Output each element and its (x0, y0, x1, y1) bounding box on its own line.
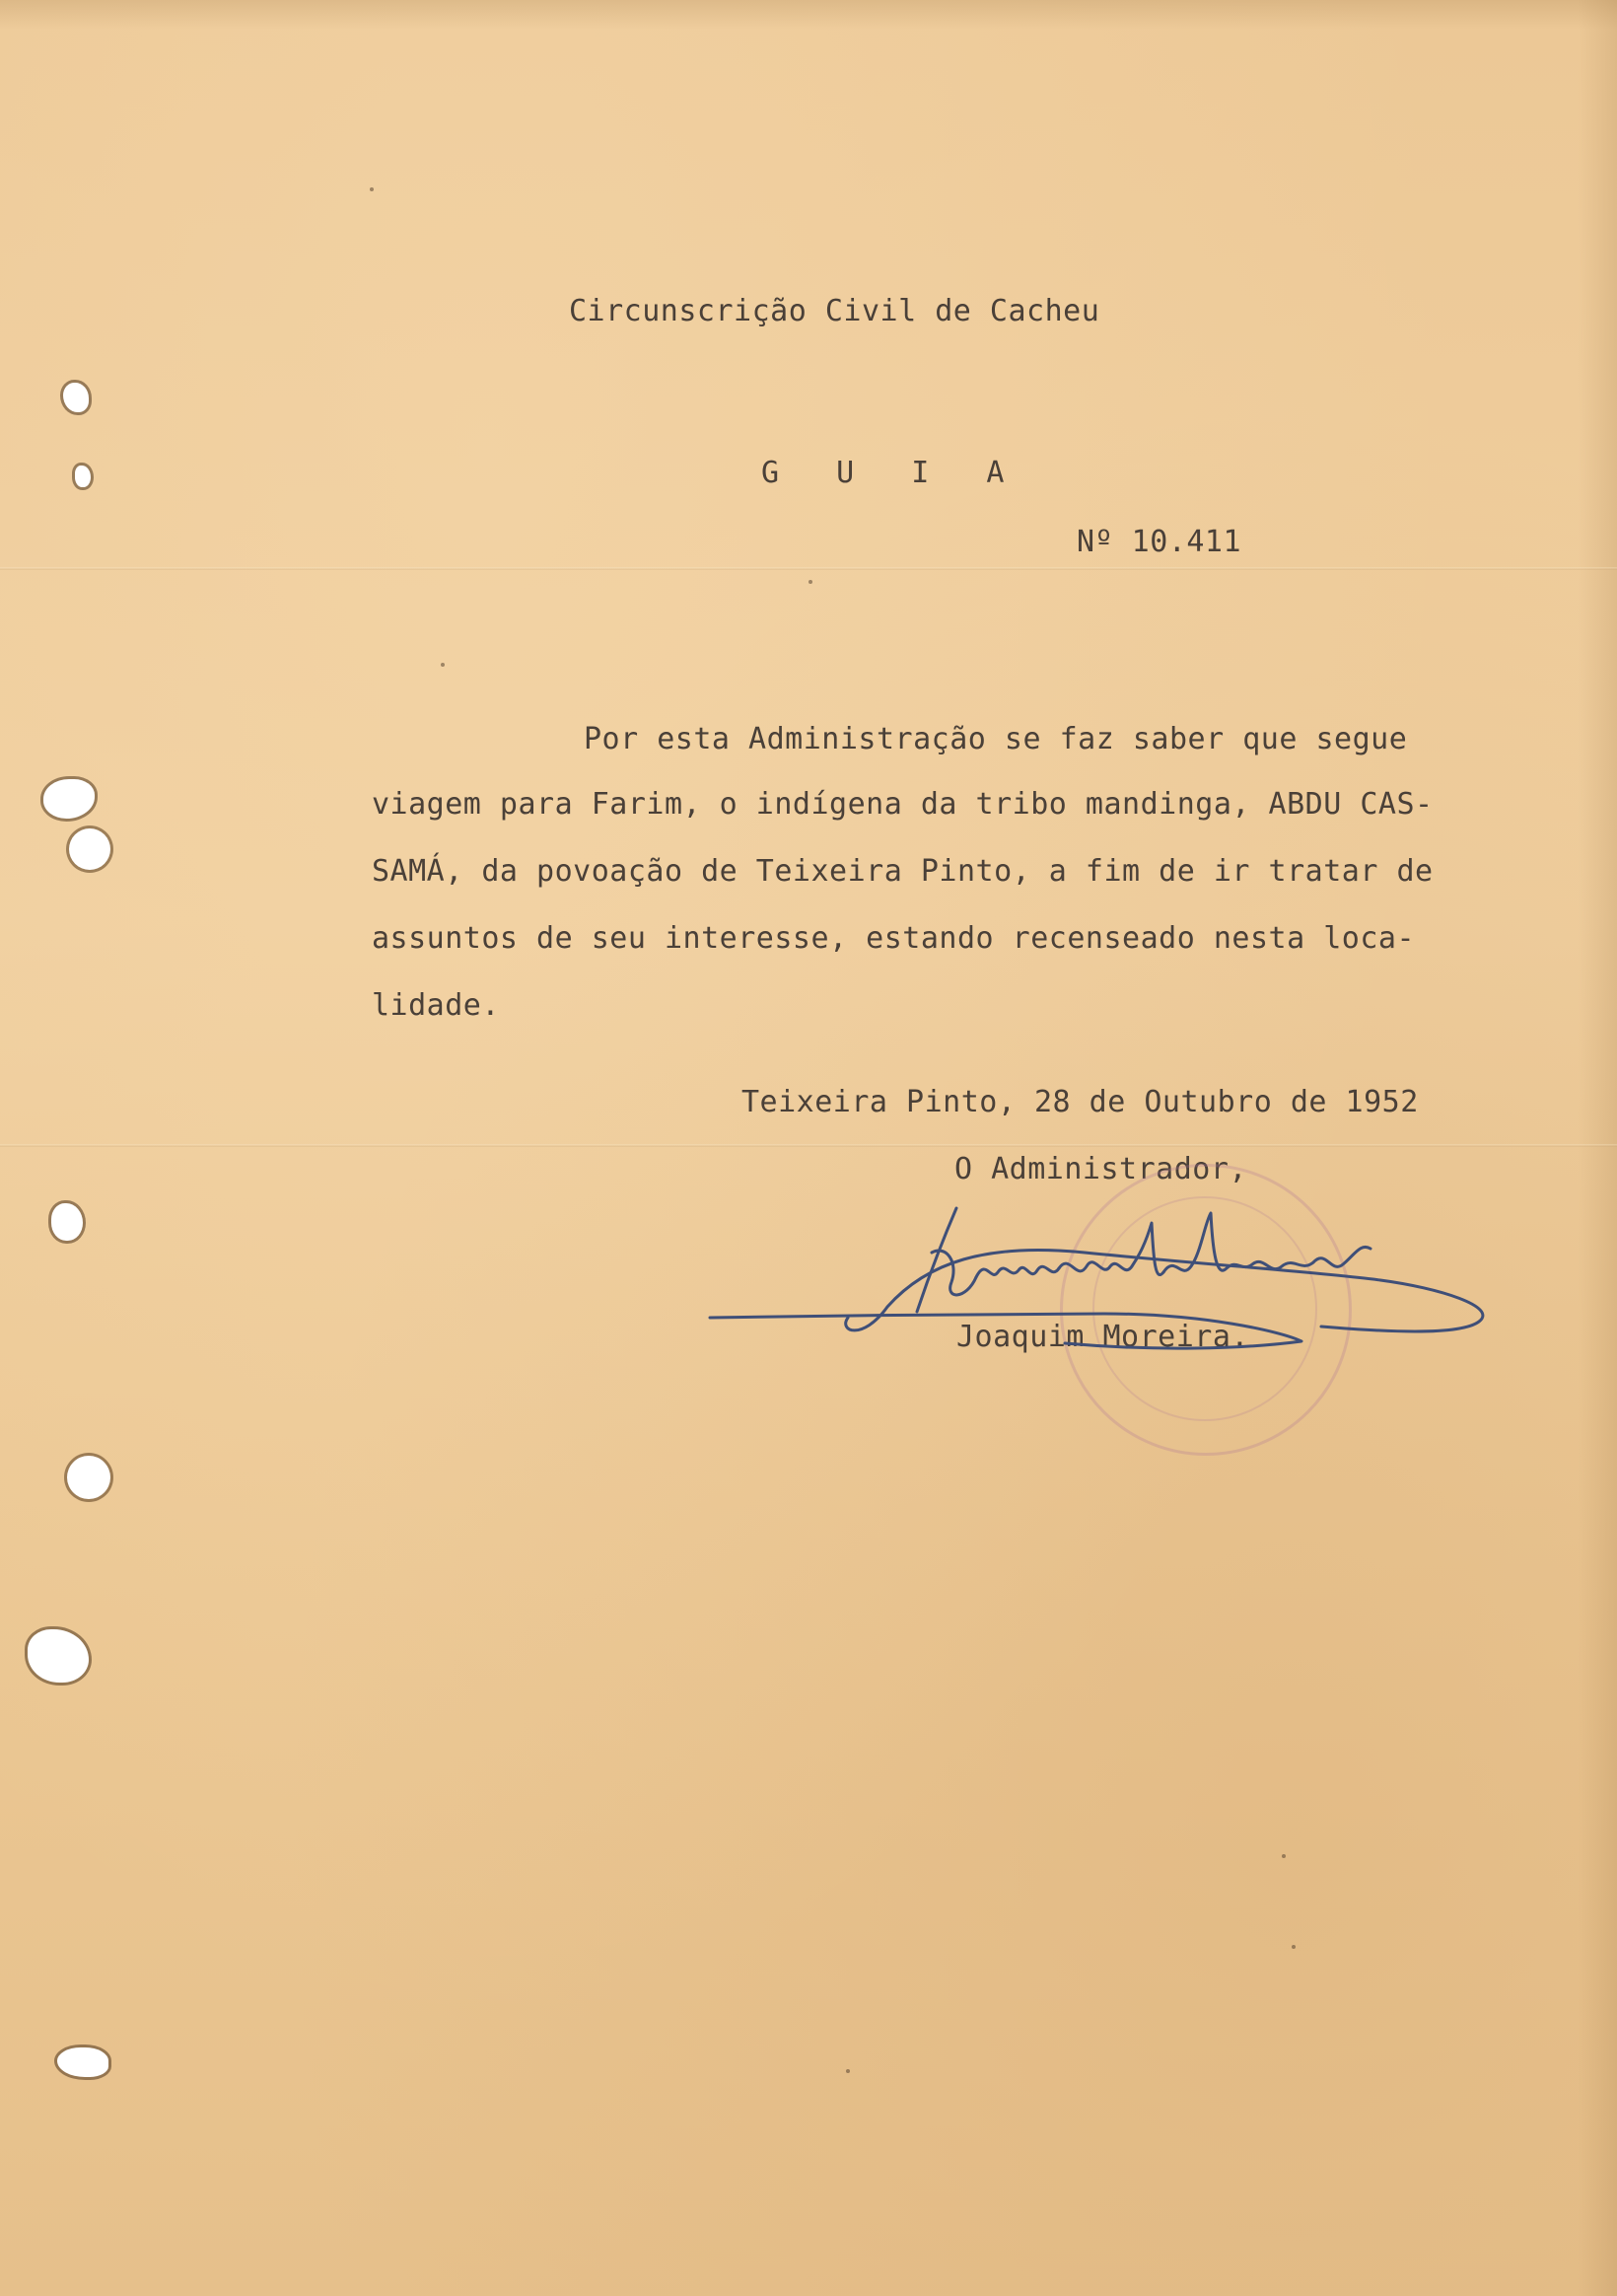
paper-fold-line (0, 1144, 1617, 1147)
torn-punch-hole (43, 779, 95, 819)
torn-punch-hole (75, 466, 91, 487)
signatory-role: O Administrador, (954, 1152, 1247, 1186)
paper-speck (846, 2069, 850, 2073)
paper-edge-shadow (1578, 0, 1617, 2296)
torn-punch-hole (63, 383, 89, 412)
body-line: lidade. (372, 988, 500, 1023)
paper-speck (441, 663, 445, 667)
torn-punch-hole (51, 1203, 83, 1241)
torn-punch-hole (57, 2047, 108, 2077)
document-title: G U I A (761, 456, 1024, 490)
paper-top-shadow (0, 0, 1617, 30)
body-line: Por esta Administração se faz saber que segue (584, 722, 1408, 756)
punch-hole (69, 828, 110, 870)
place-and-date: Teixeira Pinto, 28 de Outubro de 1952 (741, 1085, 1419, 1119)
signatory-name: Joaquim Moreira. (956, 1320, 1249, 1354)
paper-fold-line (0, 567, 1617, 570)
paper-speck (370, 187, 374, 191)
body-line: SAMÁ, da povoação de Teixeira Pinto, a fim de ir tratar de (372, 854, 1434, 889)
torn-punch-hole (28, 1629, 89, 1683)
document-number: Nº 10.411 (1077, 525, 1242, 559)
document-header: Circunscrição Civil de Cacheu (569, 294, 1100, 328)
punch-hole (67, 1456, 110, 1499)
body-line: assuntos de seu interesse, estando recenseado nesta loca- (372, 921, 1416, 956)
paper-speck (808, 580, 812, 584)
handwritten-signature (690, 1184, 1509, 1371)
body-line: viagem para Farim, o indígena da tribo mandinga, ABDU CAS- (372, 787, 1434, 822)
paper-speck (1282, 1854, 1286, 1858)
paper-speck (1292, 1945, 1296, 1949)
